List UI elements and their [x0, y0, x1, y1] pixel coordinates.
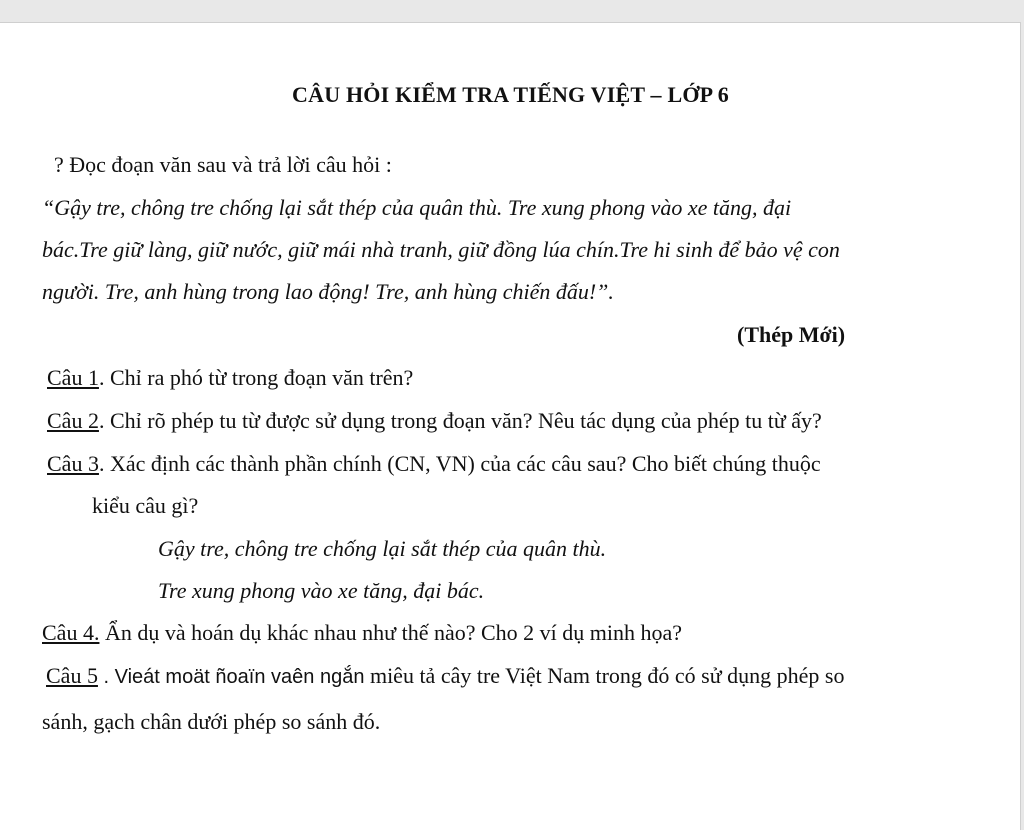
document-title: CÂU HỎI KIỂM TRA TIẾNG VIỆT – LỚP 6	[292, 82, 729, 107]
question-3-continuation: kiểu câu gì?	[92, 493, 199, 518]
question-4	[42, 619, 682, 647]
question-5-continuation: sánh, gạch chân dưới phép so sánh đó.	[42, 709, 381, 734]
question-3	[47, 450, 821, 478]
question-3-label: Câu 3	[47, 451, 99, 476]
document-page	[0, 22, 1021, 830]
passage-line-1: “Gậy tre, chông tre chống lại sắt thép của quân thù. Tre xung phong vào xe tăng, đại	[42, 195, 792, 220]
question-5	[42, 662, 845, 691]
question-5-label: Câu 5	[46, 663, 98, 688]
question-5-text-garbled: . Vieát moät ñoaïn vaên ngắn	[97, 666, 365, 688]
question-2	[47, 407, 822, 435]
example-sentence-2: Tre xung phong vào xe tăng, đại bác.	[158, 578, 485, 603]
question-5-text: miêu tả cây tre Việt Nam trong đó có sử dụng phép so	[364, 663, 845, 688]
question-2-label: Câu 2	[47, 408, 99, 433]
passage-line-2: bác.Tre giữ làng, giữ nước, giữ mái nhà tranh, giữ đồng lúa chín.Tre hi sinh để bảo vệ con	[42, 237, 840, 262]
passage-line-3: người. Tre, anh hùng trong lao động! Tre, anh hùng chiến đấu!”.	[42, 279, 614, 304]
question-3-text: . Xác định các thành phần chính (CN, VN) của các câu sau? Cho biết chúng thuộc	[98, 451, 821, 476]
question-1	[47, 364, 413, 392]
question-1-text: . Chỉ ra phó từ trong đoạn văn trên?	[98, 365, 414, 390]
question-2-text: . Chỉ rõ phép tu từ được sử dụng trong đoạn văn? Nêu tác dụng của phép tu từ ấy?	[98, 408, 822, 433]
passage-author: (Thép Mới)	[737, 322, 846, 347]
question-4-label: Câu 4.	[42, 620, 100, 645]
example-sentence-1: Gậy tre, chông tre chống lại sắt thép của quân thù.	[158, 536, 607, 561]
question-4-text: Ẩn dụ và hoán dụ khác nhau như thế nào? Cho 2 ví dụ minh họa?	[99, 620, 683, 645]
question-1-label: Câu 1	[47, 365, 99, 390]
instruction-text: ? Đọc đoạn văn sau và trả lời câu hỏi :	[54, 152, 392, 177]
